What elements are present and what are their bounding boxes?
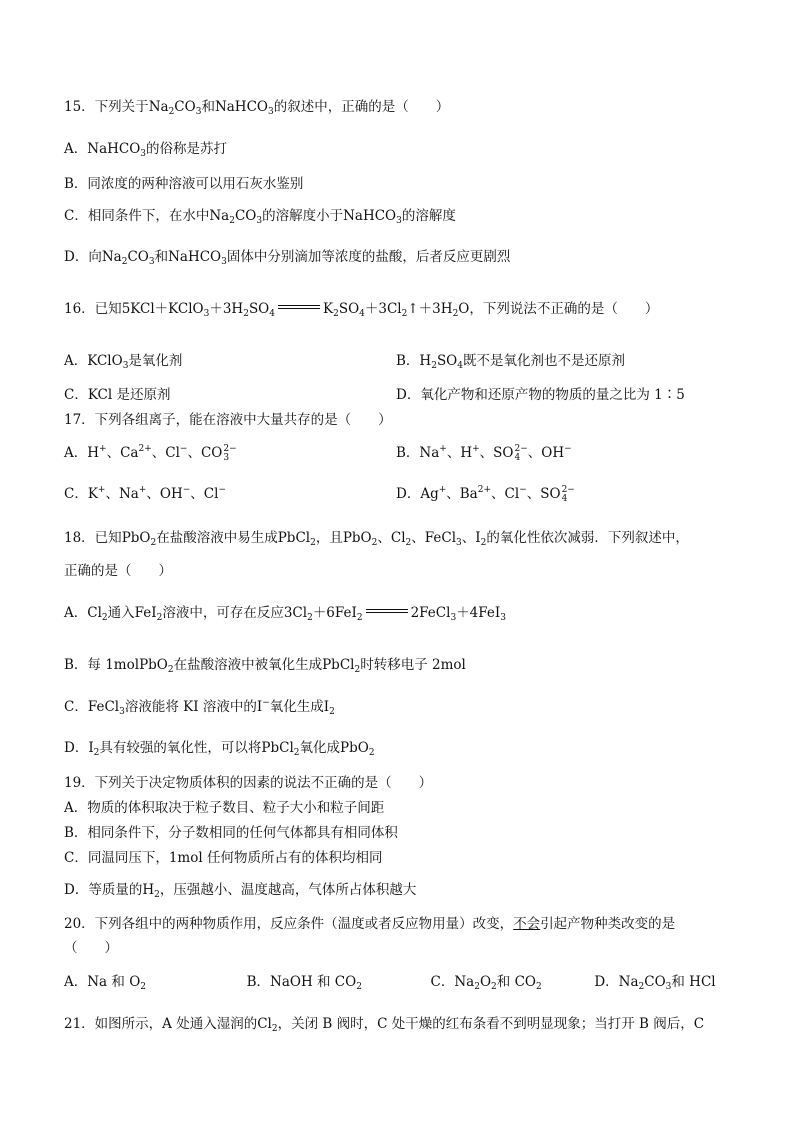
equation-double-line <box>366 609 408 613</box>
q20-option-a: A．Na 和 $O_2$ <box>64 974 146 992</box>
q16-option-c: C．KCl 是还原剂 <box>64 387 171 403</box>
q17-stem: 17．下列各组离子，能在溶液中大量共存的是（ ） <box>64 412 392 428</box>
q19-option-c: C．同温同压下，1mol 任何物质所占有的体积均相同 <box>64 850 383 866</box>
q18-option-a: A．$Cl_2$通入FeI$_2$溶液中，可存在反应$3Cl_2+6FeI_2$ 2FeCl$_3$＋4FeI$_3$ <box>64 605 506 623</box>
q16-option-b: B．$H_2SO_4$既不是氧化剂也不是还原剂 <box>396 353 625 371</box>
q15-option-d: D．向$Na_2CO_3$和NaHCO$_3$固体中分别滴加等浓度的盐酸，后者反应更剧烈 <box>64 249 511 267</box>
q20-option-b: B．NaOH 和 $CO_2$ <box>246 974 362 992</box>
q21-stem: 21．如图所示，A 处通入湿润的$Cl_2$，关闭 B 阀时，C 处干燥的红布条看不到明显现象；当打开 B 阀后，C <box>64 1016 705 1034</box>
q19-option-a: A．物质的体积取决于粒子数目、粒子大小和粒子间距 <box>64 800 385 816</box>
q19-option-d: D．等质量的$H_2$，压强越小、温度越高，气体所占体积越大 <box>64 882 417 900</box>
q17-option-d: D．Ag+、$Ba^{2+}$、Cl−、SO 2− 4 <box>396 484 575 504</box>
q16-stem: 16．已知$5KCl+KClO_3+3H_2SO_4$ $K_2SO_4+3Cl_2↑+3H_2O$，下列说法不正确的是（ ） <box>64 301 659 319</box>
q16-option-a: A．KClO$_3$是氧化剂 <box>64 353 183 371</box>
q17-option-c: C．K+、Na+、OH−、Cl− <box>64 485 226 502</box>
equation-double-line <box>278 305 320 309</box>
q15-stem: 15．下列关于$Na_2CO_3$和NaHCO$_3$的叙述中，正确的是（ ） <box>64 99 450 117</box>
q18-stem-line2: 正确的是（ ） <box>64 563 172 579</box>
q15-option-c: C．相同条件下，在水中$Na_2CO_3$的溶解度小于NaHCO$_3$的溶解度 <box>64 208 456 226</box>
q19-stem: 19．下列关于决定物质体积的因素的说法不正确的是（ ） <box>64 775 433 791</box>
q20-option-d: D．$Na_2CO_3$和 HCl <box>594 974 716 992</box>
q15-option-a: A．NaHCO$_3$的俗称是苏打 <box>64 141 228 159</box>
q20-stem-line2: （ ） <box>64 940 118 956</box>
q19-option-b: B．相同条件下，分子数相同的任何气体都具有相同体积 <box>64 825 398 841</box>
q17-option-a: A．H+、$Ca^{2+}$、Cl−、CO 2− 3 <box>64 443 237 463</box>
q20-options <box>64 973 716 991</box>
q16-option-d: D．氧化产物和还原产物的物质的量之比为 1∶5 <box>396 387 685 403</box>
q18-option-b: B．每 1molPbO$_2$在盐酸溶液中被氧化生成PbCl$_2$时转移电子 2mol <box>64 657 466 675</box>
q18-stem-line1: 18．已知PbO$_2$在盐酸溶液中易生成PbCl$_2$，且PbO$_2$、$Cl_2$、FeCl$_3$、$I_2$的氧化性依次减弱．下列叙述中， <box>64 530 689 548</box>
q18-option-d: D．$I_2$具有较强的氧化性，可以将PbCl$_2$氧化成PbO$_2$ <box>64 740 375 758</box>
q15-option-b: B．同浓度的两种溶液可以用石灰水鉴别 <box>64 176 304 192</box>
q18-option-c: C．FeCl$_3$溶液能将 KI 溶液中的I−氧化生成$I_2$ <box>64 698 335 717</box>
q20-option-c: C．$Na_2O_2$和 $CO_2$ <box>430 974 542 992</box>
q17-option-b: B．Na+、H+、SO 2− 4 、OH− <box>396 443 572 463</box>
q20-stem-line1: 20．下列各组中的两种物质作用，反应条件（温度或者反应物用量）改变，不会引起产物种类改变的是 <box>64 916 676 932</box>
